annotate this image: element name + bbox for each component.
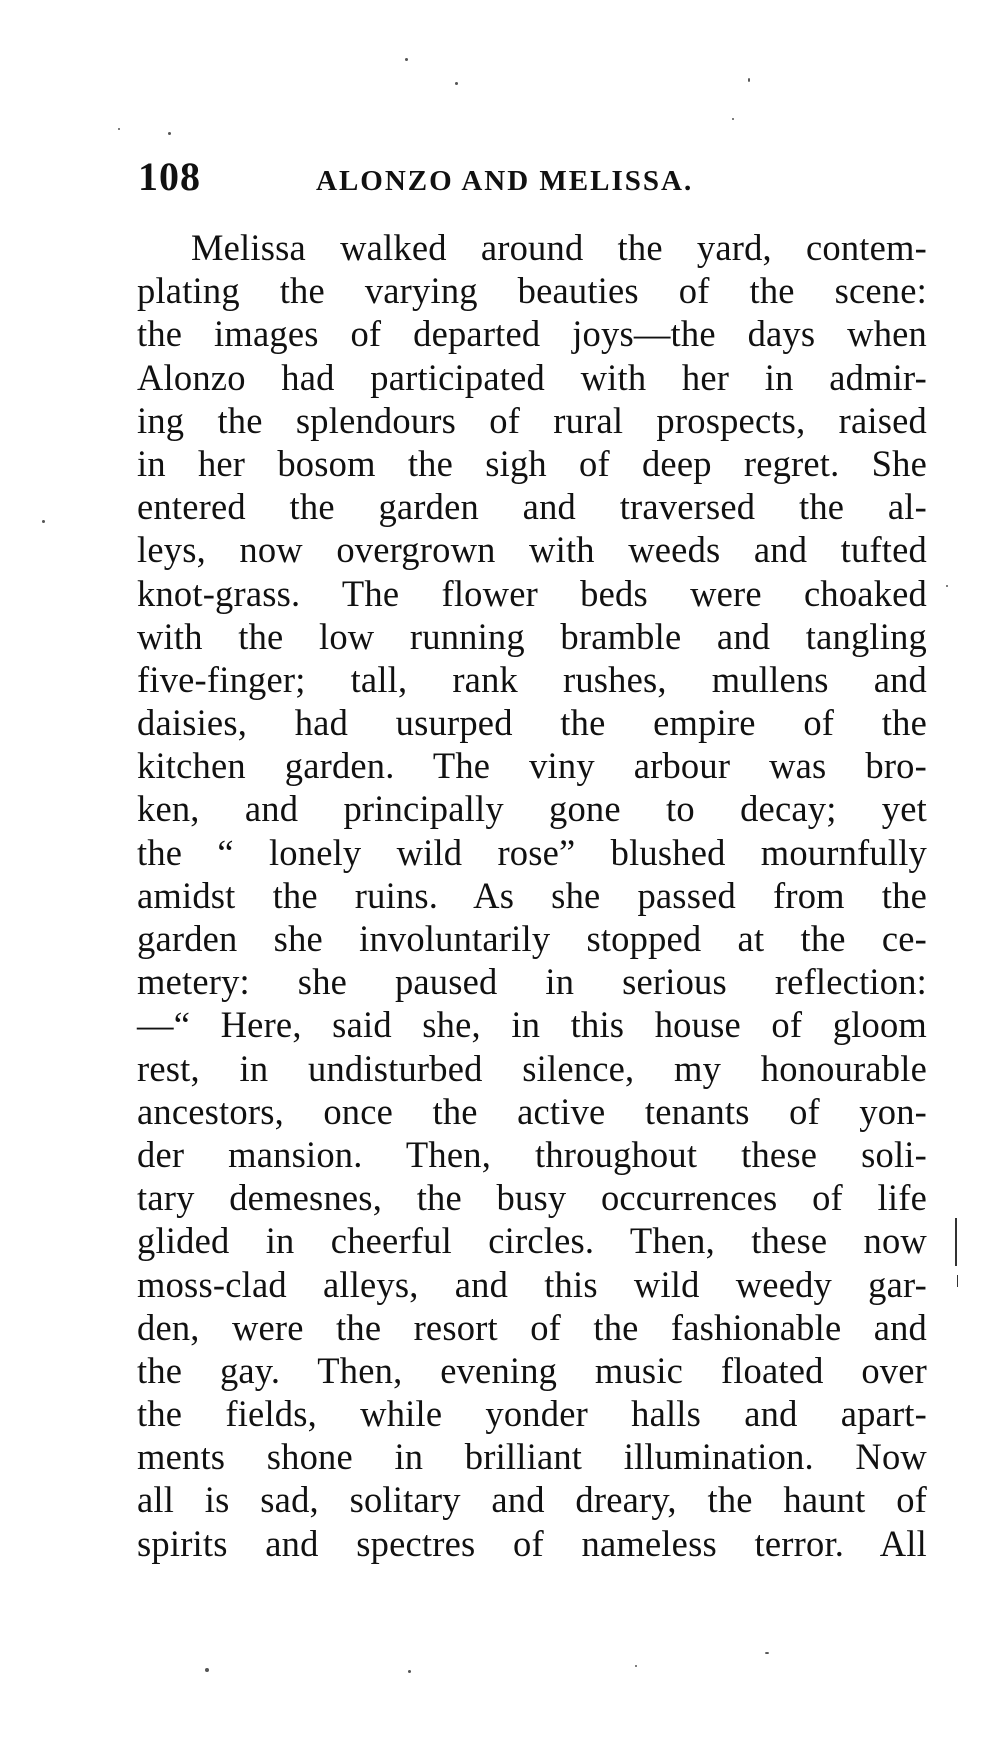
text-line: knot-grass. The flower beds were choaked xyxy=(137,572,927,614)
text-line: the “ lonely wild rose” blushed mournfully xyxy=(137,831,927,873)
scan-speck xyxy=(405,58,408,61)
text-line: spirits and spectres of nameless terror. All xyxy=(137,1522,927,1564)
scan-speck xyxy=(765,1652,769,1654)
text-line: with the low running bramble and tangling xyxy=(137,615,927,657)
scan-speck xyxy=(118,128,120,130)
running-head xyxy=(138,153,928,203)
text-line: amidst the ruins. As she passed from the xyxy=(137,874,927,916)
text-line: ing the splendours of rural prospects, raised xyxy=(137,399,927,441)
text-line: in her bosom the sigh of deep regret. She xyxy=(137,442,927,484)
scan-speck xyxy=(205,1668,209,1672)
text-line: ments shone in brilliant illumination. Now xyxy=(137,1436,927,1478)
text-line: der mansion. Then, throughout these soli- xyxy=(137,1133,927,1175)
text-line: —“ Here, said she, in this house of gloom xyxy=(137,1004,927,1046)
text-line: metery: she paused in serious reflection: xyxy=(137,961,927,1003)
scan-speck xyxy=(408,1670,411,1673)
body-text xyxy=(137,226,927,1565)
text-line: garden she involuntarily stopped at the ce- xyxy=(137,918,927,959)
margin-mark xyxy=(955,1218,957,1266)
text-line: five-finger; tall, rank rushes, mullens and xyxy=(137,658,927,700)
text-line: den, were the resort of the fashionable and xyxy=(137,1306,927,1348)
scan-speck xyxy=(732,118,734,120)
text-line: plating the varying beauties of the scene: xyxy=(137,270,927,312)
text-line: ken, and principally gone to decay; yet xyxy=(137,788,927,830)
scan-speck xyxy=(635,1665,637,1667)
text-line: kitchen garden. The viny arbour was bro- xyxy=(137,745,927,787)
margin-mark xyxy=(957,1275,958,1287)
scan-speck xyxy=(455,82,458,85)
text-line: leys, now overgrown with weeds and tufted xyxy=(137,529,927,571)
text-line: all is sad, solitary and dreary, the haunt of xyxy=(137,1479,927,1521)
running-title: ALONZO AND MELISSA. xyxy=(316,165,694,197)
scan-speck xyxy=(946,585,948,587)
text-line: moss-clad alleys, and this wild weedy gar- xyxy=(137,1263,927,1305)
text-line: the images of departed joys—the days when xyxy=(137,313,927,355)
scan-speck xyxy=(42,520,45,523)
text-line: rest, in undisturbed silence, my honourable xyxy=(137,1047,927,1089)
text-line: Melissa walked around the yard, contem- xyxy=(191,227,927,268)
text-line: Alonzo had participated with her in admir- xyxy=(137,356,927,398)
text-line: the fields, while yonder halls and apart- xyxy=(137,1393,927,1435)
text-line: ancestors, once the active tenants of yon- xyxy=(137,1090,927,1132)
page-number: 108 xyxy=(138,154,201,199)
scan-speck xyxy=(168,132,171,135)
text-line: the gay. Then, evening music floated over xyxy=(137,1349,927,1391)
text-line: tary demesnes, the busy occurrences of life xyxy=(137,1177,927,1219)
text-line: daisies, had usurped the empire of the xyxy=(137,702,927,744)
text-line: entered the garden and traversed the al- xyxy=(137,486,927,528)
scan-speck xyxy=(748,78,750,82)
text-line: glided in cheerful circles. Then, these now xyxy=(137,1220,927,1262)
